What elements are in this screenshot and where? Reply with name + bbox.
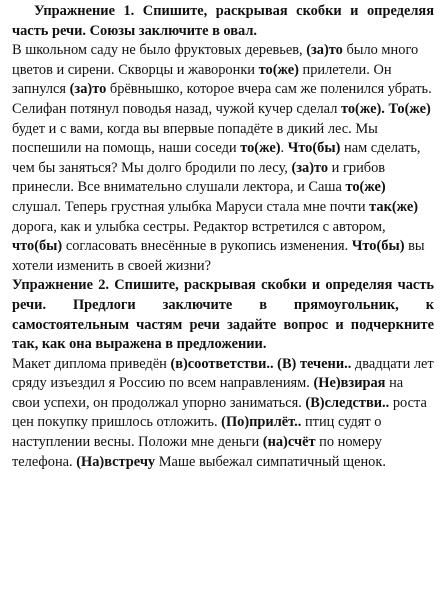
bracketed-word: (в)соответстви.. (В) течени.. [170,355,352,372]
bracketed-word: то(же) [240,140,281,157]
bracketed-word: (По)прилёт.. [221,414,302,431]
text-segment: Скворцы и жаворонки [118,61,259,78]
bracketed-word: (за)то [69,81,107,98]
bracketed-word: то(же) [258,61,299,78]
text-segment: согласовать внесённые в рукопись изменения. [62,238,352,255]
text-segment: Все внимательно слушали лектора, и Саша [77,179,346,196]
bracketed-word: (Не)взирая [313,375,386,392]
bracketed-word: Что(бы) [287,140,341,157]
bracketed-word: (за)то [291,159,329,176]
bracketed-word: То(же) [388,100,431,117]
text-segment: Маше выбежал симпатичный щенок. [155,453,386,470]
exercise-1-title: Упражнение 1. Спишите, раскрывая скобки и определяя часть речи. Союзы заключите в овал. [12,3,434,39]
text-segment: Он запнулся [12,61,392,98]
text-segment: В школьном саду не было фруктовых деревьев, [12,42,307,59]
exercise-2-text [12,355,434,473]
text-segment: Мы долго бродили по лесу, [121,159,292,176]
bracketed-word: Что(бы) [351,238,405,255]
text-segment: прилетели. [298,61,374,78]
text-segment: Теперь грустная улыбка Маруси стала мне почти [64,198,370,215]
text-segment: Мы поспешили на помощь, наши соседи [12,120,378,157]
text-segment: Положи мне деньги [138,434,263,451]
text-segment: брёвнышко, которое вчера сам же поленился убрать. [106,81,432,98]
text-segment: роста цен покупку пришлось отложить. [12,394,427,431]
bracketed-word: (В)следстви.. [305,394,390,411]
bracketed-word: то(же) [345,179,386,196]
bracketed-word: то(же). [340,100,385,117]
text-segment: Редактор встретился с автором, [193,218,386,235]
text-segment: птиц судят о наступлении весны. [12,414,382,451]
text-segment: будет и с вами, когда вы впервые попадёте в дикий лес. [12,120,356,137]
exercise-1-text [12,41,434,276]
text-segment: Селифан потянул поводья назад, чужой кучер сделал [12,100,341,117]
text-segment: нам сделать, чем бы заняться? [12,140,421,176]
exercise-2-title: Упражнение 2. Спишите, раскрывая скобки и определяя часть речи. Предлоги заключите в прямоугольник, к самостоятельным частям речи задайте вопрос и подчеркните так, как она выражена в предложении. [12,277,434,353]
bracketed-word: (На)встречу [76,453,156,470]
text-segment: дорога, как и улыбка сестры. [12,218,194,235]
text-segment: . [280,140,288,157]
text-segment: слушал. [12,198,65,215]
bracketed-word: что(бы) [12,238,63,255]
bracketed-word: (за)то [306,42,343,59]
text-segment: и грибов принесли. [12,159,386,196]
text-segment: двадцати лет сряду изъездил я Россию по всем направлениям. [12,355,434,392]
text-segment: Макет диплома приведён [12,355,171,372]
text-segment: на свои успехи, он продолжал упорно заниматься. [12,375,404,411]
text-segment: было много цветов и сирени. [12,42,419,78]
bracketed-word: так(же) [369,198,419,215]
bracketed-word: (на)счёт [262,434,316,451]
text-segment: по номеру телефона. [12,434,382,470]
text-segment: вы хотели изменить в своей жизни? [12,238,425,274]
